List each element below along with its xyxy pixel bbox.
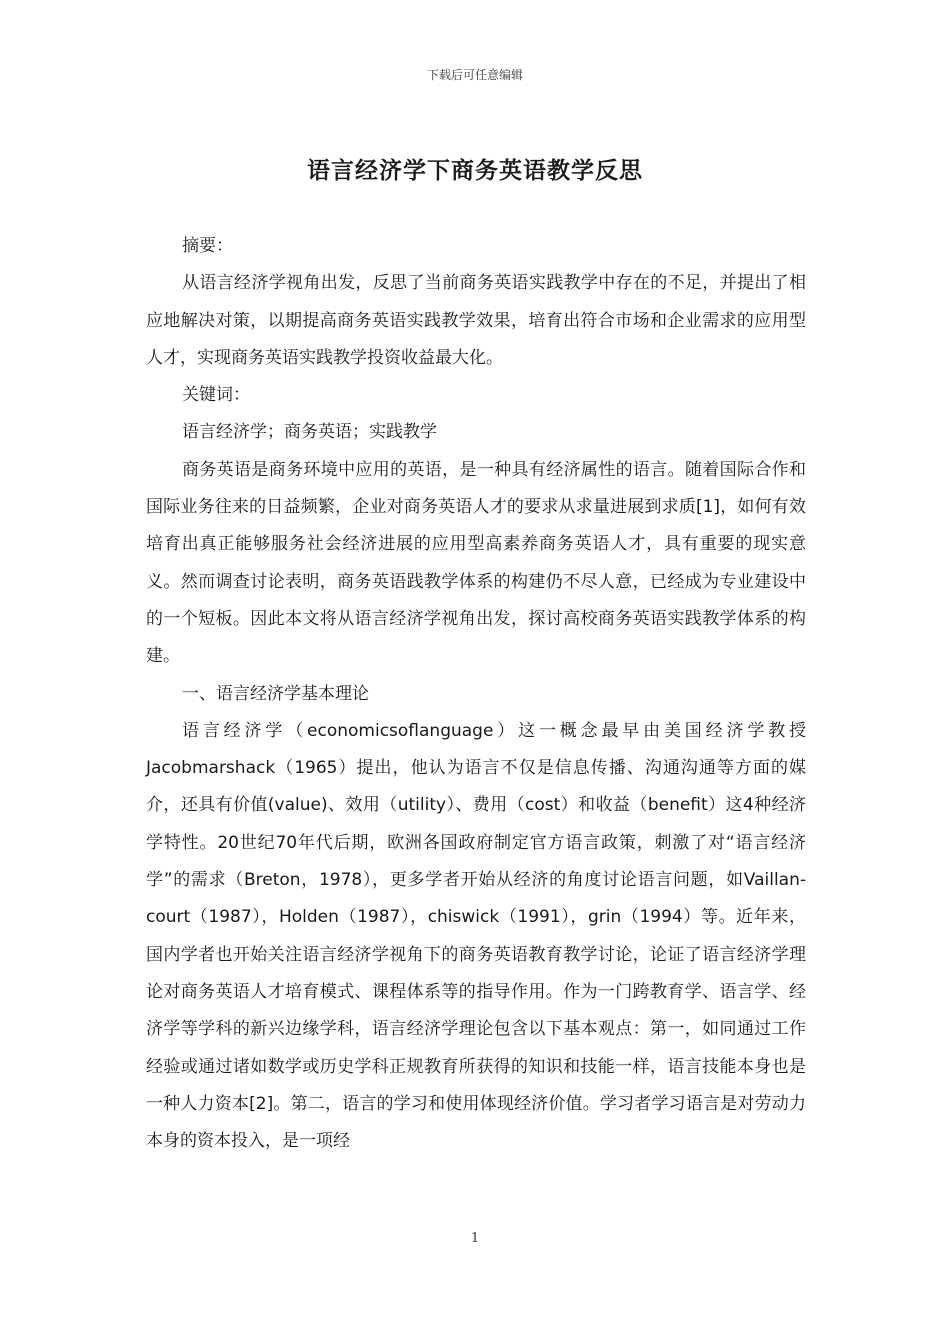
page-header-note: 下载后可任意编辑 xyxy=(426,68,523,82)
document-title: 语言经济学下商务英语教学反思 xyxy=(307,158,643,184)
abstract-text: 从语言经济学视角出发，反思了当前商务英语实践教学中存在的不足，并提出了相应地解决对策，以期提高商务英语实践教学效果，培育出符合市场和企业需求的应用型人才，实现商务英语实践教学投资收益最大化。 xyxy=(146,273,806,368)
section-heading: 一、语言经济学基本理论 xyxy=(182,683,369,704)
abstract-label: 摘要： xyxy=(182,236,233,256)
page-number: 1 xyxy=(470,1231,480,1246)
keywords-text: 语言经济学；商务英语；实践教学 xyxy=(182,422,437,443)
section-paragraph: 语言经济学（economicsoflanguage）这一概念最早由美国经济学教授Jacobmarshack（1965）提出，他认为语言不仅是信息传播、沟通沟通等方面的媒介，还具有价值(value)、效用（utility）、费用（cost）和收益（benefit）这4种经济学特性。20世纪70年代后期，欧洲各国政府制定官方语言政策，刺激了对“语言经济学”的需求（Breton，1978），更多学者开始从经济的角度讨论语言问题，如Vaillan-court（1987），Holden（1987），chiswick（1991），grin（1994）等。近年来，国内学者也开始关注语言经济学视角下的商务英语教育教学讨论，论证了语言经济学理论对商务英语人才培育模式、课程体系等的指导作用。作为一门跨教育学、语言学、经济学等学科的新兴边缘学科，语言经济学理论包含以下基本观点：第一，如同通过工作经验或通过诸如数学或历史学科正规教育所获得的知识和技能一样，语言技能本身也是一种人力资本[2]。第二，语言的学习和使用体现经济价值。学习者学习语言是对劳动力本身的资本投入，是一项经 xyxy=(146,720,806,1152)
keywords-label: 关键词： xyxy=(182,385,250,406)
intro-paragraph: 商务英语是商务环境中应用的英语，是一种具有经济属性的语言。随着国际合作和国际业务往来的日益频繁，企业对商务英语人才的要求从求量进展到求质[1]，如何有效培育出真正能够服务社会经济进展的应用型高素养商务英语人才，具有重要的现实意义。然而调查讨论表明，商务英语践教学体系的构建仍不尽人意，已经成为专业建设中的一个短板。因此本文将从语言经济学视角出发，探讨高校商务英语实践教学体系的构建。 xyxy=(146,459,806,667)
document-body xyxy=(146,228,806,1160)
